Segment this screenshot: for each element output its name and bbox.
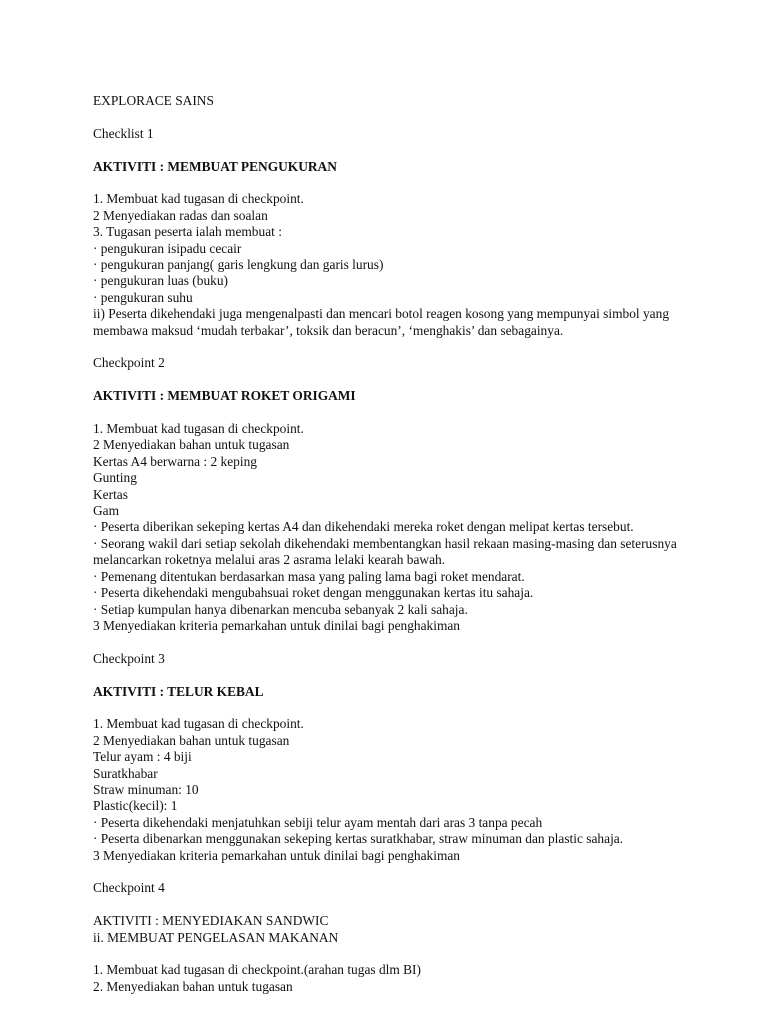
material-item: Gam: [93, 503, 120, 519]
bullet-item: · Peserta diberikan sekeping kertas A4 dan dikehendaki mereka roket dengan melipat kertas tersebut.: [93, 519, 634, 535]
bullet-item: · Pemenang ditentukan berdasarkan masa yang paling lama bagi roket mendarat.: [93, 568, 525, 584]
bullet-item: · Seorang wakil dari setiap sekolah dikehendaki membentangkan hasil rekaan masing-masing dan seterusnya melancarkan roketnya melalui aras 2 asrama lelaki kearah bawah.: [93, 535, 677, 568]
checkpoint-label: Checkpoint 3: [93, 650, 165, 666]
text-line: 3 Menyediakan kriteria pemarkahan untuk dinilai bagi penghakiman: [93, 617, 461, 633]
checkpoint-label: Checklist 1: [93, 125, 154, 141]
bullet-item: · pengukuran panjang( garis lengkung dan garis lurus): [93, 257, 384, 273]
activity-heading: AKTIVITI : MEMBUAT ROKET ORIGAMI: [93, 388, 356, 404]
text-paragraph: ii) Peserta dikehendaki juga mengenalpasti dan mencari botol reagen kosong yang mempunyai simbol yang membawa maksud ‘mudah terbakar’, toksik dan beracun’, ‘menghakis’ dan sebagainya.: [93, 306, 670, 338]
bullet-item: · Peserta dikehendaki mengubahsuai roket dengan menggunakan kertas itu sahaja.: [93, 585, 534, 601]
text-line: 3. Tugasan peserta ialah membuat :: [93, 224, 282, 240]
text-line: 2 Menyediakan radas dan soalan: [93, 207, 268, 223]
text-line: 3 Menyediakan kriteria pemarkahan untuk dinilai bagi penghakiman: [93, 847, 461, 863]
material-item: Straw minuman: 10: [93, 781, 199, 797]
bullet-item: · Setiap kumpulan hanya dibenarkan mencuba sebanyak 2 kali sahaja.: [93, 601, 468, 617]
text-line: 1. Membuat kad tugasan di checkpoint.(arahan tugas dlm BI): [93, 962, 421, 978]
text-line: 1. Membuat kad tugasan di checkpoint.: [93, 191, 304, 207]
material-item: Kertas A4 berwarna : 2 keping: [93, 453, 257, 469]
text-line: 2. Menyediakan bahan untuk tugasan: [93, 978, 293, 994]
bullet-item: · Peserta dibenarkan menggunakan sekeping kertas suratkhabar, straw minuman dan plastic sahaja.: [93, 831, 624, 847]
checkpoint-label: Checkpoint 2: [93, 355, 165, 371]
checkpoint-label: Checkpoint 4: [93, 880, 165, 896]
text-line: 1. Membuat kad tugasan di checkpoint.: [93, 421, 304, 437]
material-item: Gunting: [93, 470, 137, 486]
material-item: Suratkhabar: [93, 765, 158, 781]
bullet-item: · pengukuran luas (buku): [93, 273, 228, 289]
material-item: Telur ayam : 4 biji: [93, 749, 192, 765]
text-line: 1. Membuat kad tugasan di checkpoint.: [93, 716, 304, 732]
material-item: Kertas: [93, 486, 128, 502]
text-line: 2 Menyediakan bahan untuk tugasan: [93, 437, 290, 453]
activity-heading: AKTIVITI : MENYEDIAKAN SANDWIC: [93, 913, 329, 929]
bullet-item: · Peserta dikehendaki menjatuhkan sebiji telur ayam mentah dari aras 3 tanpa pecah: [93, 814, 543, 830]
activity-heading: AKTIVITI : TELUR KEBAL: [93, 683, 264, 699]
bullet-item: · pengukuran isipadu cecair: [93, 240, 242, 256]
document-body: [93, 93, 693, 995]
activity-subheading: ii. MEMBUAT PENGELASAN MAKANAN: [93, 929, 339, 945]
document-title: EXPLORACE SAINS: [93, 93, 214, 108]
activity-heading: AKTIVITI : MEMBUAT PENGUKURAN: [93, 158, 337, 174]
material-item: Plastic(kecil): 1: [93, 798, 178, 814]
text-line: 2 Menyediakan bahan untuk tugasan: [93, 732, 290, 748]
bullet-item: · pengukuran suhu: [93, 289, 193, 305]
